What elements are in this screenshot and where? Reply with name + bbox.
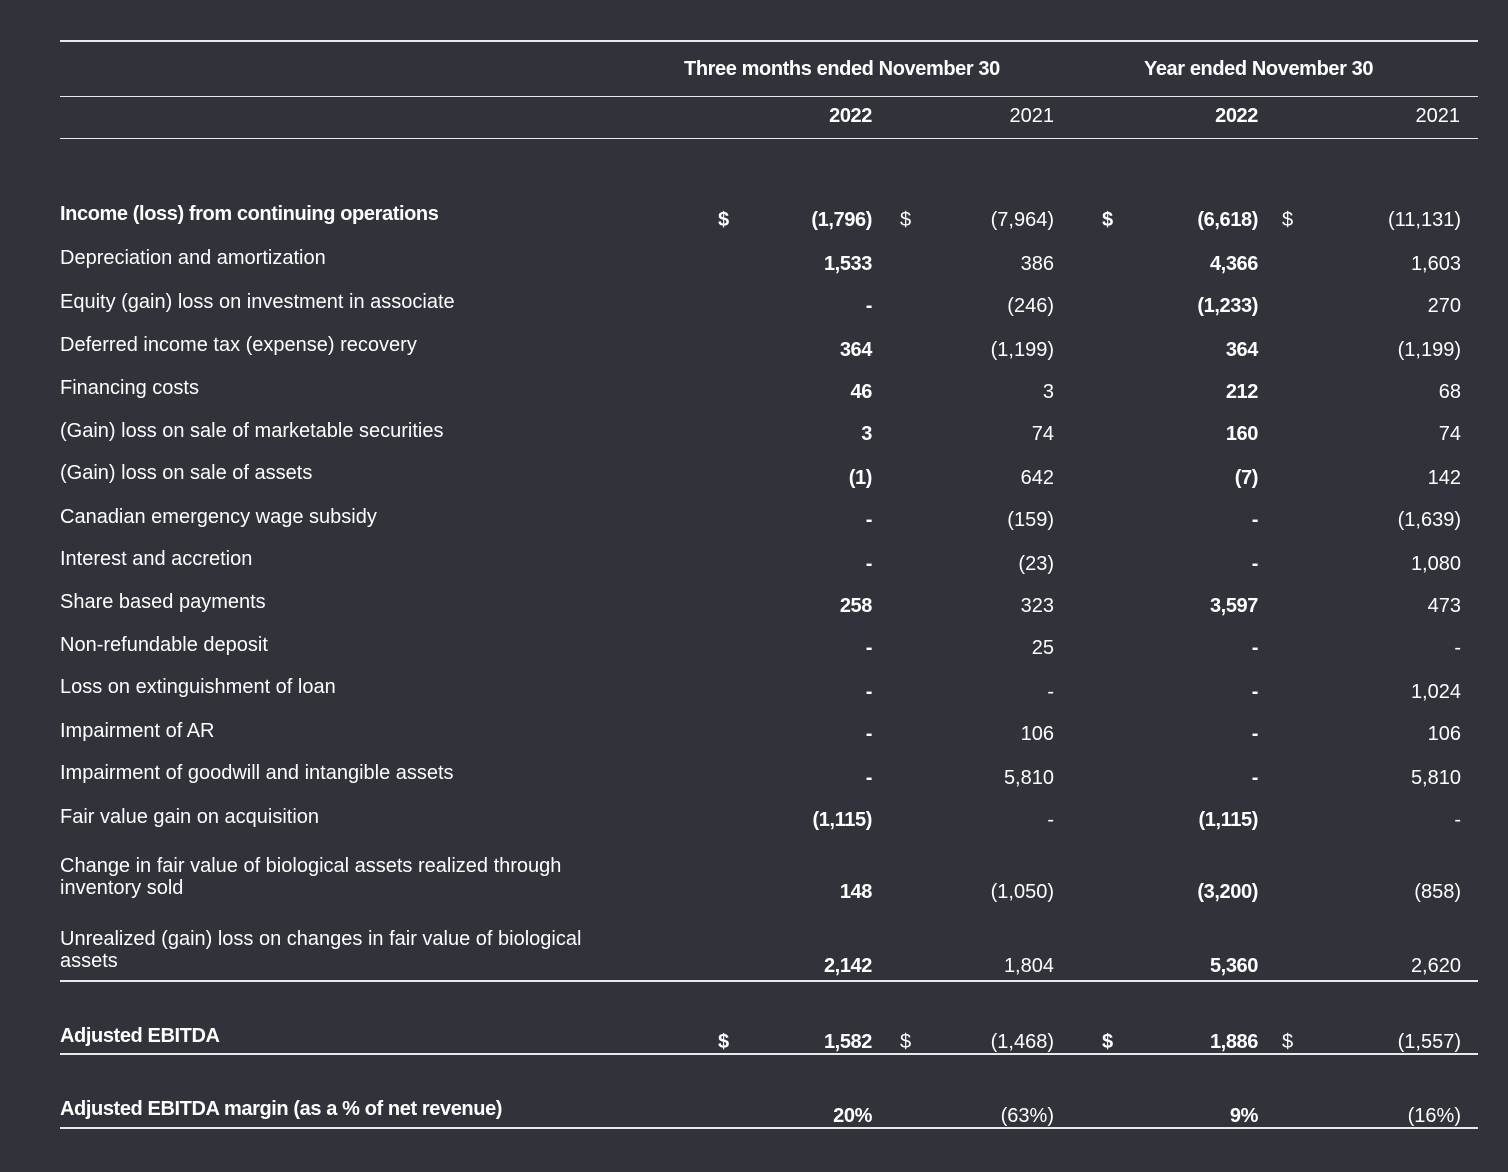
table-row-4-value-3: 364 bbox=[1225, 339, 1258, 361]
table-row-1-value-4: (11,131) bbox=[1387, 209, 1461, 231]
header-year-ended: Year ended November 30 bbox=[1144, 58, 1374, 80]
table-row-14-value-2: 5,810 bbox=[1003, 767, 1054, 789]
adjusted-ebitda-label: Adjusted EBITDA bbox=[60, 1025, 220, 1047]
header-three-months: Three months ended November 30 bbox=[684, 58, 1000, 80]
table-row-2-value-3: 4,366 bbox=[1209, 253, 1258, 275]
year-header-y-2022: 2022 bbox=[1215, 105, 1258, 127]
table-row-7-label: (Gain) loss on sale of assets bbox=[60, 462, 313, 484]
table-row-7-value-1: (1) bbox=[848, 467, 872, 489]
table-row-3-value-1: - bbox=[865, 295, 872, 317]
table-row-1-value-1: (1,796) bbox=[811, 209, 872, 231]
table-row-6-value-1: 3 bbox=[861, 423, 872, 445]
table-row-13-value-4: 106 bbox=[1427, 723, 1461, 745]
table-row-16-label bbox=[60, 855, 561, 899]
adjusted-ebitda-currency-1: $ bbox=[718, 1031, 729, 1053]
table-row-14-value-4: 5,810 bbox=[1410, 767, 1461, 789]
table-row-16-value-3: (3,200) bbox=[1197, 881, 1258, 903]
table-row-2-value-1: 1,533 bbox=[823, 253, 872, 275]
header-group-rule bbox=[60, 96, 1478, 97]
table-row-9-value-4: 1,080 bbox=[1410, 553, 1461, 575]
table-row-15-label: Fair value gain on acquisition bbox=[60, 806, 320, 828]
table-row-12-label: Loss on extinguishment of loan bbox=[60, 676, 336, 698]
table-row-12-value-1: - bbox=[865, 681, 872, 703]
table-row-16-label-line-2: inventory sold bbox=[60, 877, 184, 899]
table-row-6-label: (Gain) loss on sale of marketable securities bbox=[60, 420, 444, 442]
table-row-10-value-1: 258 bbox=[839, 595, 872, 617]
table-row-5-value-1: 46 bbox=[850, 381, 872, 403]
table-row-13-value-1: - bbox=[865, 723, 872, 745]
table-row-12-value-4: 1,024 bbox=[1410, 681, 1461, 703]
table-row-6-value-3: 160 bbox=[1225, 423, 1258, 445]
table-row-1-value-3: (6,618) bbox=[1197, 209, 1258, 231]
table-row-3-value-3: (1,233) bbox=[1197, 295, 1258, 317]
table-row-15-value-4: - bbox=[1454, 809, 1461, 831]
table-row-2-value-2: 386 bbox=[1020, 253, 1054, 275]
table-row-17-value-2: 1,804 bbox=[1003, 955, 1054, 977]
adjusted-ebitda-currency-4: $ bbox=[1282, 1031, 1294, 1053]
table-row-17-label-line-1: Unrealized (gain) loss on changes in fair value of biological bbox=[60, 928, 582, 950]
table-row-17-value-3: 5,360 bbox=[1209, 955, 1258, 977]
ebitda-margin-label: Adjusted EBITDA margin (as a % of net revenue) bbox=[60, 1098, 503, 1120]
table-row-16-value-1: 148 bbox=[839, 881, 872, 903]
table-row-6-value-2: 74 bbox=[1031, 423, 1054, 445]
table-row-5-value-2: 3 bbox=[1042, 381, 1054, 403]
adjusted-ebitda-value-4: (1,557) bbox=[1397, 1031, 1461, 1053]
table-row-1-currency-4: $ bbox=[1282, 209, 1294, 231]
table-row-9-value-3: - bbox=[1251, 553, 1258, 575]
table-row-11-value-1: - bbox=[865, 637, 872, 659]
adjusted-ebitda-value-1: 1,582 bbox=[823, 1031, 872, 1053]
table-row-16-value-4: (858) bbox=[1414, 881, 1461, 903]
table-row-1-label: Income (loss) from continuing operations bbox=[60, 203, 439, 225]
table-row-1-currency-3: $ bbox=[1102, 209, 1113, 231]
table-row-14-value-1: - bbox=[865, 767, 872, 789]
table-row-2-value-4: 1,603 bbox=[1410, 253, 1461, 275]
table-row-11-label: Non-refundable deposit bbox=[60, 634, 268, 656]
table-row-1-value-2: (7,964) bbox=[990, 209, 1054, 231]
year-header-q-2022: 2022 bbox=[829, 105, 872, 127]
table-row-12-value-2: - bbox=[1047, 681, 1054, 703]
table-row-8-value-1: - bbox=[865, 509, 872, 531]
table-row-11-value-3: - bbox=[1251, 637, 1258, 659]
table-row-5-value-4: 68 bbox=[1438, 381, 1461, 403]
table-row-14-value-3: - bbox=[1251, 767, 1258, 789]
ebitda-margin-value-2: (63%) bbox=[1000, 1105, 1054, 1127]
table-row-8-value-2: (159) bbox=[1007, 509, 1054, 531]
header-bottom-rule bbox=[60, 138, 1478, 139]
table-row-4-value-1: 364 bbox=[839, 339, 872, 361]
adjusted-ebitda-currency-2: $ bbox=[900, 1031, 912, 1053]
adjusted-ebitda-currency-3: $ bbox=[1102, 1031, 1113, 1053]
table-row-5-value-3: 212 bbox=[1225, 381, 1258, 403]
table-row-12-value-3: - bbox=[1251, 681, 1258, 703]
table-row-7-value-4: 142 bbox=[1427, 467, 1461, 489]
table-row-1-currency-2: $ bbox=[900, 209, 912, 231]
table-row-14-label: Impairment of goodwill and intangible assets bbox=[60, 762, 454, 784]
table-row-3-label: Equity (gain) loss on investment in associate bbox=[60, 291, 455, 313]
table-row-5-label: Financing costs bbox=[60, 377, 199, 399]
ebitda-margin-value-3: 9% bbox=[1229, 1105, 1258, 1127]
table-row-2-label: Depreciation and amortization bbox=[60, 247, 326, 269]
table-row-15-value-3: (1,115) bbox=[1198, 809, 1258, 831]
table-row-10-label: Share based payments bbox=[60, 591, 266, 613]
table-row-13-value-3: - bbox=[1251, 723, 1258, 745]
subtotal-rule bbox=[60, 980, 1478, 982]
top-rule bbox=[60, 40, 1478, 42]
table-row-7-value-2: 642 bbox=[1020, 467, 1054, 489]
table-row-8-value-4: (1,639) bbox=[1397, 509, 1461, 531]
table-row-10-value-3: 3,597 bbox=[1209, 595, 1258, 617]
table-row-17-value-1: 2,142 bbox=[823, 955, 872, 977]
table-row-1-currency-1: $ bbox=[718, 209, 729, 231]
margin-underline bbox=[60, 1127, 1478, 1129]
table-row-11-value-2: 25 bbox=[1031, 637, 1054, 659]
table-row-16-value-2: (1,050) bbox=[990, 881, 1054, 903]
table-row-6-value-4: 74 bbox=[1438, 423, 1461, 445]
table-row-3-value-2: (246) bbox=[1007, 295, 1054, 317]
adjusted-ebitda-value-3: 1,886 bbox=[1209, 1031, 1258, 1053]
table-row-17-label-line-2: assets bbox=[60, 950, 118, 972]
ebitda-margin-value-1: 20% bbox=[833, 1105, 872, 1127]
ebitda-underline bbox=[60, 1053, 1478, 1055]
table-row-13-value-2: 106 bbox=[1020, 723, 1054, 745]
year-header-y-2021: 2021 bbox=[1415, 105, 1460, 127]
table-row-9-value-2: (23) bbox=[1018, 553, 1054, 575]
table-row-4-value-2: (1,199) bbox=[990, 339, 1054, 361]
table-row-17-label bbox=[60, 928, 581, 972]
year-header-q-2021: 2021 bbox=[1009, 105, 1054, 127]
table-row-4-label: Deferred income tax (expense) recovery bbox=[60, 334, 417, 356]
table-row-10-value-2: 323 bbox=[1020, 595, 1054, 617]
table-row-4-value-4: (1,199) bbox=[1397, 339, 1461, 361]
adjusted-ebitda-value-2: (1,468) bbox=[990, 1031, 1054, 1053]
table-row-9-label: Interest and accretion bbox=[60, 548, 253, 570]
table-row-8-label: Canadian emergency wage subsidy bbox=[60, 506, 377, 528]
table-row-10-value-4: 473 bbox=[1427, 595, 1461, 617]
table-row-13-label: Impairment of AR bbox=[60, 720, 215, 742]
table-row-17-value-4: 2,620 bbox=[1410, 955, 1461, 977]
table-row-16-label-line-1: Change in fair value of biological assets realized through bbox=[60, 855, 562, 877]
table-row-3-value-4: 270 bbox=[1427, 295, 1461, 317]
table-row-15-value-2: - bbox=[1047, 809, 1054, 831]
table-row-8-value-3: - bbox=[1251, 509, 1258, 531]
table-row-11-value-4: - bbox=[1454, 637, 1461, 659]
ebitda-margin-value-4: (16%) bbox=[1407, 1105, 1461, 1127]
table-row-15-value-1: (1,115) bbox=[812, 809, 872, 831]
table-row-7-value-3: (7) bbox=[1234, 467, 1258, 489]
table-row-9-value-1: - bbox=[865, 553, 872, 575]
